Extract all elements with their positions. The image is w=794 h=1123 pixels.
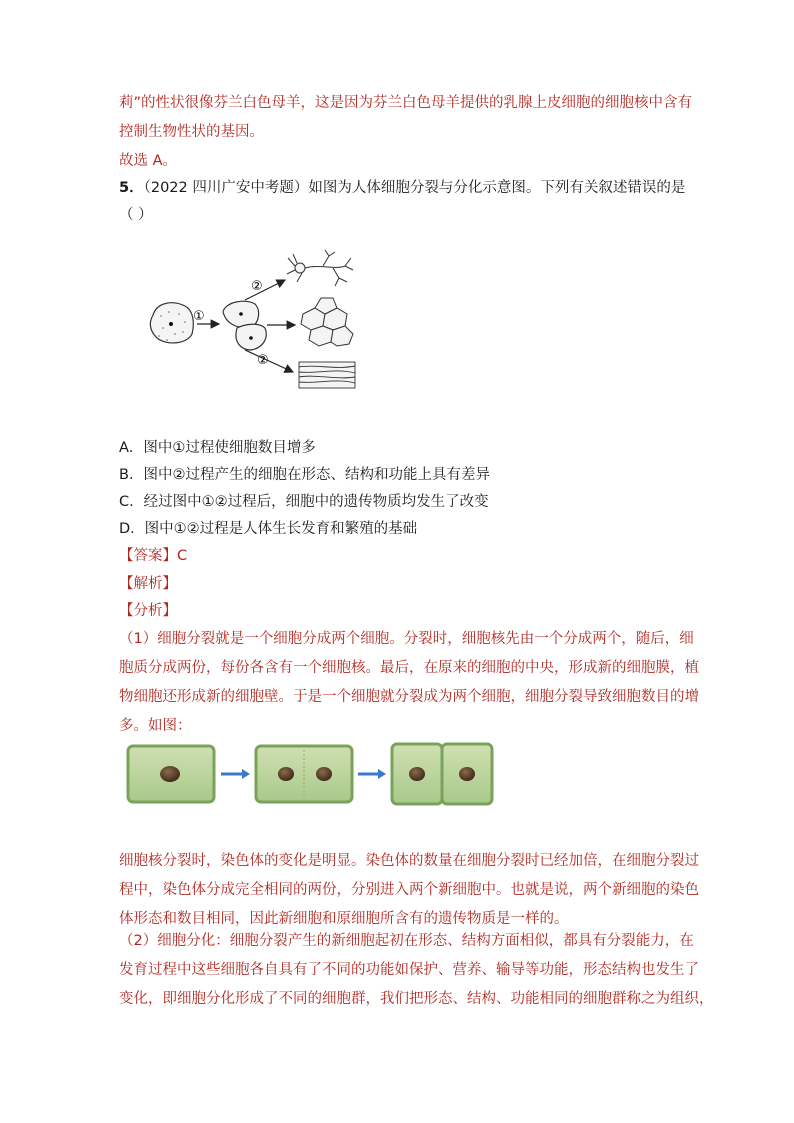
answer-value: C bbox=[177, 548, 188, 564]
para3-line-2: 发育过程中这些细胞各自具有了不同的功能如保护、营养、输导等功能，形态结构也发生了 bbox=[119, 962, 699, 978]
question-text: 如图为人体细胞分裂与分化示意图。下列有关叙述错误的是 bbox=[308, 180, 686, 196]
option-a-letter: A． bbox=[119, 440, 144, 456]
analysis-label: 【解析】 bbox=[119, 576, 177, 592]
daughter-nucleus-2 bbox=[249, 336, 253, 340]
option-b-letter: B． bbox=[119, 467, 144, 483]
option-b-text: 图中②过程产生的细胞在形态、结构和功能上具有差异 bbox=[143, 467, 490, 483]
nerve-cell bbox=[287, 250, 353, 286]
plant-cell-2-nucleus-a bbox=[278, 767, 294, 781]
option-a-text: 图中①过程使细胞数目增多 bbox=[143, 440, 316, 456]
option-d-letter: D． bbox=[119, 521, 145, 537]
option-a bbox=[119, 438, 316, 458]
para1-line-4: 多。如图： bbox=[119, 718, 192, 734]
epithelial-tissue bbox=[301, 298, 353, 346]
label-step-2a: ② bbox=[251, 279, 263, 294]
label-step-2b: ② bbox=[257, 353, 269, 368]
option-d bbox=[119, 519, 417, 539]
option-c-letter: C． bbox=[119, 494, 144, 510]
question-number: 5． bbox=[119, 180, 144, 196]
cell-division-differentiation-figure bbox=[145, 250, 365, 395]
para3-line-1: （2）细胞分化：细胞分裂产生的新细胞起初在形态、结构方面相似，都具有分裂能力，在 bbox=[119, 933, 694, 949]
question-source: （2022 四川广安中考题） bbox=[143, 180, 309, 196]
plant-cell-division-figure bbox=[124, 740, 496, 808]
option-d-text: 图中①②过程是人体生长发育和繁殖的基础 bbox=[144, 521, 418, 537]
answer-label: 【答案】 bbox=[119, 548, 177, 564]
fenxi-label: 【分析】 bbox=[119, 603, 177, 619]
daughter-nucleus-1 bbox=[239, 312, 243, 316]
prev-solution-line-1: 莉”的性状很像芬兰白色母羊，这是因为芬兰白色母羊提供的乳腺上皮细胞的细胞核中含有 bbox=[119, 95, 693, 111]
blue-arrow-2-head bbox=[378, 769, 386, 779]
plant-cell-3-nucleus-a bbox=[409, 767, 425, 781]
option-c bbox=[119, 492, 489, 512]
para2-line-1: 细胞核分裂时，染色体的变化是明显。染色体的数量在细胞分裂时已经加倍，在细胞分裂过 bbox=[119, 853, 699, 869]
plant-cell-3-nucleus-b bbox=[459, 767, 475, 781]
para2-line-2: 程中，染色体分成完全相同的两份，分别进入两个新细胞中。也就是说，两个新细胞的染色 bbox=[119, 882, 699, 898]
para1-line-2: 胞质分成两份，每份各含有一个细胞核。最后，在原来的细胞的中央，形成新的细胞膜，植 bbox=[119, 660, 699, 676]
muscle-tissue bbox=[299, 362, 355, 388]
answer-line bbox=[119, 546, 187, 566]
para2-line-3: 体形态和数目相同，因此新细胞和原细胞所含有的遗传物质是一样的。 bbox=[119, 911, 569, 927]
para1-line-1: （1）细胞分裂就是一个细胞分成两个细胞。分裂时，细胞核先由一个分成两个，随后，细 bbox=[119, 631, 694, 647]
original-cell-nucleus bbox=[169, 322, 173, 326]
prev-solution-line-2: 控制生物性状的基因。 bbox=[119, 124, 264, 140]
blue-arrow-1-head bbox=[242, 769, 250, 779]
question-stem bbox=[119, 178, 685, 198]
arrow-to-muscle bbox=[245, 350, 293, 372]
option-c-text: 经过图中①②过程后，细胞中的遗传物质均发生了改变 bbox=[143, 494, 489, 510]
prev-solution-select: 故选 A。 bbox=[119, 153, 178, 169]
para1-line-3: 物细胞还形成新的细胞壁。于是一个细胞就分裂成为两个细胞，细胞分裂导致细胞数目的增 bbox=[119, 689, 699, 705]
label-step-1: ① bbox=[193, 309, 205, 324]
option-b bbox=[119, 465, 490, 485]
plant-cell-1-nucleus bbox=[160, 766, 180, 782]
para3-line-3: 变化，即细胞分化形成了不同的细胞群，我们把形态、结构、功能相同的细胞群称之为组织， bbox=[119, 991, 714, 1007]
question-blank: （ ） bbox=[119, 207, 153, 223]
plant-cell-2-nucleus-b bbox=[316, 767, 332, 781]
